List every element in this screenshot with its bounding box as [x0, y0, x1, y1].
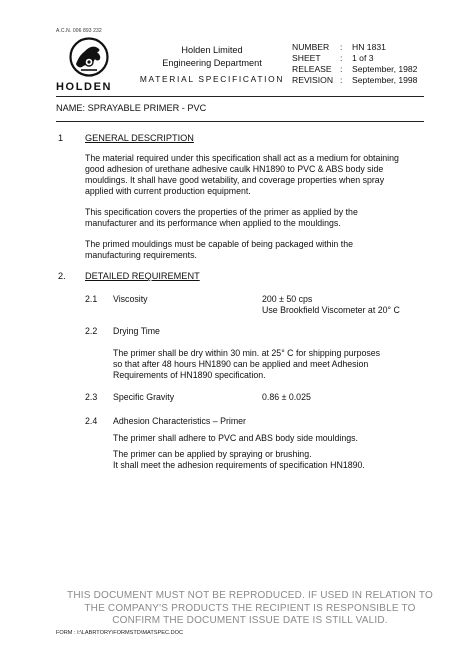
adhesion-label: Adhesion Characteristics – Primer — [113, 416, 246, 426]
meta-table — [292, 42, 417, 86]
meta-row-number — [292, 42, 417, 53]
subsection-2-3-number: 2.3 — [85, 392, 98, 402]
holden-logo — [56, 37, 122, 93]
company-name: Holden Limited — [181, 45, 243, 55]
material-name: NAME: SPRAYABLE PRIMER - PVC — [56, 103, 207, 113]
lion-emblem-icon — [68, 37, 110, 77]
specific-gravity-value: 0.86 ± 0.025 — [262, 392, 311, 402]
drying-time-label: Drying Time — [113, 326, 160, 336]
viscosity-value — [262, 294, 400, 316]
viscosity-range: 200 ± 50 cps — [262, 294, 313, 304]
subsection-2-4-number: 2.4 — [85, 416, 98, 426]
meta-key: RELEASE — [292, 64, 332, 74]
meta-key: REVISION — [292, 75, 334, 85]
meta-row-revision — [292, 75, 417, 86]
specific-gravity-label: Specific Gravity — [113, 392, 175, 402]
meta-value: September, 1998 — [352, 75, 418, 85]
meta-sep: : — [340, 75, 343, 85]
name-rule — [56, 121, 424, 122]
brand-wordmark: HOLDEN — [56, 81, 113, 93]
form-path: FORM : I:\LABRTORY\FORMSTD\MATSPEC.DOC — [56, 630, 184, 636]
meta-sep: : — [340, 53, 343, 63]
reproduction-notice — [40, 590, 460, 628]
section-1-para-2 — [85, 207, 415, 229]
meta-key: SHEET — [292, 53, 321, 63]
section-1-title: GENERAL DESCRIPTION — [85, 133, 194, 143]
spec-title: MATERIAL SPECIFICATION — [139, 74, 285, 84]
text-line: The primer shall be dry within 30 min. at 25° C for shipping purposes — [113, 348, 381, 358]
header-rule — [56, 96, 424, 97]
notice-line: THE COMPANY'S PRODUCTS THE RECIPIENT IS RESPONSIBLE TO — [84, 602, 416, 614]
notice-line: THIS DOCUMENT MUST NOT BE REPRODUCED. IF USED IN RELATION TO — [67, 590, 433, 601]
section-2-number: 2. — [58, 271, 66, 281]
section-1-para-3 — [85, 239, 415, 261]
section-1-para-1 — [85, 153, 415, 197]
subsection-2-2-number: 2.2 — [85, 326, 98, 336]
meta-key: NUMBER — [292, 42, 330, 52]
text-line: The material required under this specification shall act as a medium for obtaining — [85, 153, 399, 163]
viscosity-label: Viscosity — [113, 294, 148, 304]
section-2-title: DETAILED REQUIREMENT — [85, 271, 200, 281]
viscosity-method: Use Brookfield Viscometer at 20° C — [262, 305, 400, 315]
text-line: good adhesion of urethane adhesive caulk HN1890 to PVC & ABS body side — [85, 164, 384, 174]
company-block — [148, 44, 276, 70]
department-name: Engineering Department — [162, 58, 262, 68]
text-line: This specification covers the properties of the primer as applied by the — [85, 207, 358, 217]
acn-number: A.C.N. 006 893 232 — [56, 28, 102, 34]
adhesion-text-1: The primer shall adhere to PVC and ABS body side mouldings. — [113, 433, 358, 443]
adhesion-text-2: The primer can be applied by spraying or brushing. — [113, 449, 312, 459]
notice-line: CONFIRM THE DOCUMENT ISSUE DATE IS STILL VALID. — [112, 615, 388, 626]
meta-sep: : — [340, 42, 343, 52]
adhesion-text-3: It shall meet the adhesion requirements of specification HN1890. — [113, 460, 365, 470]
text-line: manufacturing requirements. — [85, 250, 197, 260]
meta-value: 1 of 3 — [352, 53, 374, 63]
text-line: so that after 48 hours HN1890 can be applied and meet Adhesion — [113, 359, 369, 369]
text-line: The primed mouldings must be capable of being packaged within the — [85, 239, 353, 249]
meta-row-sheet — [292, 53, 417, 64]
text-line: Requirements of HN1890 specification. — [113, 370, 266, 380]
subsection-2-1-number: 2.1 — [85, 294, 98, 304]
meta-sep: : — [340, 64, 343, 74]
meta-value: September, 1982 — [352, 64, 418, 74]
meta-row-release — [292, 64, 417, 75]
text-line: mouldings. It shall have good wetability, and coverage properties when spray — [85, 175, 385, 185]
meta-value: HN 1831 — [352, 42, 386, 52]
drying-time-text — [113, 348, 413, 381]
section-1-number: 1 — [58, 133, 64, 143]
text-line: applied with current production equipment. — [85, 186, 251, 196]
text-line: manufacturer and its performance when applied to the mouldings. — [85, 218, 341, 228]
